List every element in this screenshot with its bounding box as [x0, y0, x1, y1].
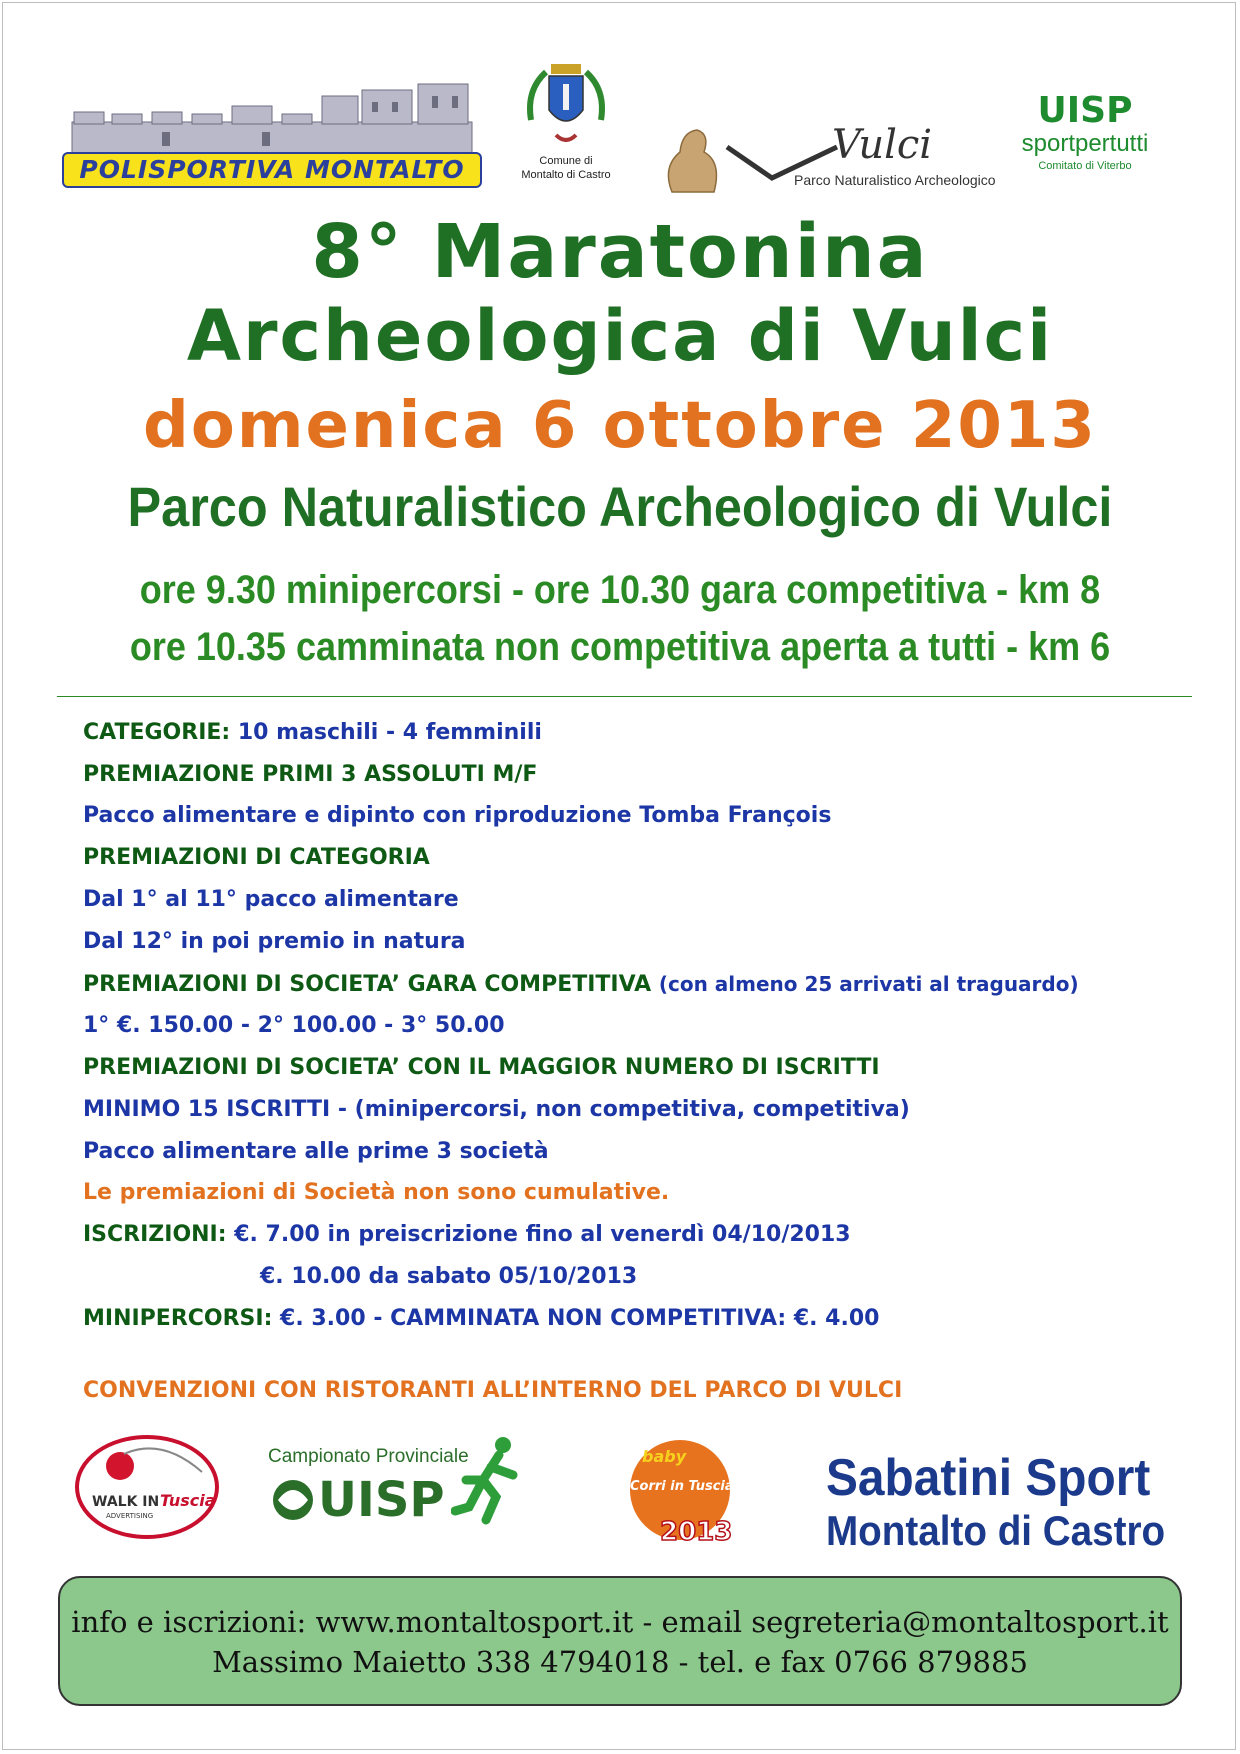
info-premi-euro: 1° €. 150.00 - 2° 100.00 - 3° 50.00: [83, 1013, 505, 1038]
vulci-logo-text: Vulci: [832, 122, 933, 168]
title-line-2: Archeologica di Vulci: [186, 295, 1054, 377]
polisportiva-logo: [62, 82, 482, 192]
event-date: domenica 6 ottobre 2013: [143, 389, 1097, 463]
campionato-uisp: UISP: [318, 1472, 445, 1528]
comune-label-1: Comune di: [539, 155, 593, 167]
societa-gara-note: (con almeno 25 arrivati al traguardo): [658, 972, 1079, 996]
baby-year: 2013: [660, 1517, 733, 1547]
info-iscrizioni-2: €. 10.00 da sabato 05/10/2013: [260, 1264, 638, 1289]
uisp-comitato: Comitato di Viterbo: [1038, 160, 1132, 172]
divider: [57, 696, 1192, 697]
baby-corri-icon: [620, 1432, 760, 1550]
comune-label-2: Montalto di Castro: [521, 169, 611, 181]
campionato-provinciale-logo: [268, 1446, 578, 1556]
info-minimo: MINIMO 15 ISCRITTI - (minipercorsi, non competitiva, competitiva): [83, 1097, 910, 1122]
walk-logo-text-1: WALK IN: [92, 1494, 160, 1510]
info-iscrizioni: [83, 1220, 851, 1250]
schedule-line-1: ore 9.30 minipercorsi - ore 10.30 gara competitiva - km 8: [139, 568, 1101, 612]
iscrizioni-value-1: €. 7.00 in preiscrizione fino al venerdì 04/10/2013: [226, 1222, 851, 1247]
campionato-label: Campionato Provinciale: [268, 1446, 469, 1467]
societa-gara-label: PREMIAZIONI DI SOCIETA’ GARA COMPETITIVA: [83, 972, 659, 997]
contact-line-1: info e iscrizioni: www.montaltosport.it - email segreteria@montaltosport.it: [71, 1605, 1169, 1639]
sabatini-sport-name: Sabatini Sport: [826, 1449, 1151, 1507]
polisportiva-logo-text: POLISPORTIVA MONTALTO: [62, 152, 482, 188]
contact-line-2: Massimo Maietto 338 4794018 - tel. e fax 0766 879885: [212, 1645, 1028, 1679]
runner-icon: [451, 1435, 531, 1525]
baby-corri-in-tuscia-logo: [620, 1432, 760, 1550]
uisp-logo: [995, 92, 1175, 192]
info-societa-gara: [83, 969, 1079, 1000]
info-convenzioni: CONVENZIONI CON RISTORANTI ALL’INTERNO DEL PARCO DI VULCI: [83, 1378, 903, 1403]
comune-logo: [506, 60, 626, 195]
uisp-ball-icon: [268, 1475, 318, 1525]
statue-icon: [652, 122, 732, 197]
walk-in-tuscia-logo: [72, 1432, 222, 1542]
info-societa-iscritti: PREMIAZIONI DI SOCIETA’ CON IL MAGGIOR NUMERO DI ISCRITTI: [83, 1055, 880, 1080]
info-dal-12: Dal 12° in poi premio in natura: [83, 929, 466, 954]
vulci-logo-subtitle: Parco Naturalistico Archeologico: [794, 172, 996, 188]
categorie-label: CATEGORIE:: [83, 720, 231, 745]
info-pacco-prime: Pacco alimentare alle prime 3 società: [83, 1139, 549, 1164]
schedule-line-2: ore 10.35 camminata non competitiva aperta a tutti - km 6: [129, 625, 1111, 669]
contact-box: [58, 1576, 1182, 1706]
walk-logo-text-3: ADVERTISING: [106, 1512, 154, 1520]
sabatini-sport-location: Montalto di Castro: [826, 1507, 1166, 1554]
walk-logo-text-2: Tuscia: [160, 1491, 216, 1510]
event-place: Parco Naturalistico Archeologico di Vulci: [127, 475, 1113, 538]
walk-in-tuscia-icon: [72, 1432, 222, 1542]
info-dal-1: Dal 1° al 11° pacco alimentare: [83, 887, 459, 912]
iscrizioni-label: ISCRIZIONI:: [83, 1222, 227, 1247]
minipercorsi-value: €. 3.00 - CAMMINATA NON COMPETITIVA: €. 4.00: [272, 1306, 880, 1331]
info-pacco-dipinto: Pacco alimentare e dipinto con riproduzione Tomba François: [83, 803, 832, 828]
vulci-logo: [652, 122, 996, 200]
info-premiazioni-categoria: PREMIAZIONI DI CATEGORIA: [83, 845, 430, 870]
castle-icon: [62, 82, 482, 162]
info-categorie: [83, 718, 542, 748]
info-minipercorsi: [83, 1304, 879, 1334]
info-non-cumulative: Le premiazioni di Società non sono cumulative.: [83, 1180, 670, 1205]
coat-of-arms-icon: [521, 60, 611, 150]
minipercorsi-label: MINIPERCORSI:: [83, 1306, 273, 1331]
categorie-value: 10 maschili - 4 femminili: [230, 720, 542, 745]
baby-text-2: Corri in Tuscia: [630, 1479, 734, 1494]
baby-text-1: baby: [642, 1447, 687, 1466]
uisp-logo-text: UISP: [1037, 90, 1133, 131]
info-premiazione-assoluti: PREMIAZIONE PRIMI 3 ASSOLUTI M/F: [83, 762, 538, 787]
title-line-1: 8° Maratonina: [311, 209, 929, 295]
uisp-logo-subtitle: sportpertutti: [1021, 130, 1149, 157]
